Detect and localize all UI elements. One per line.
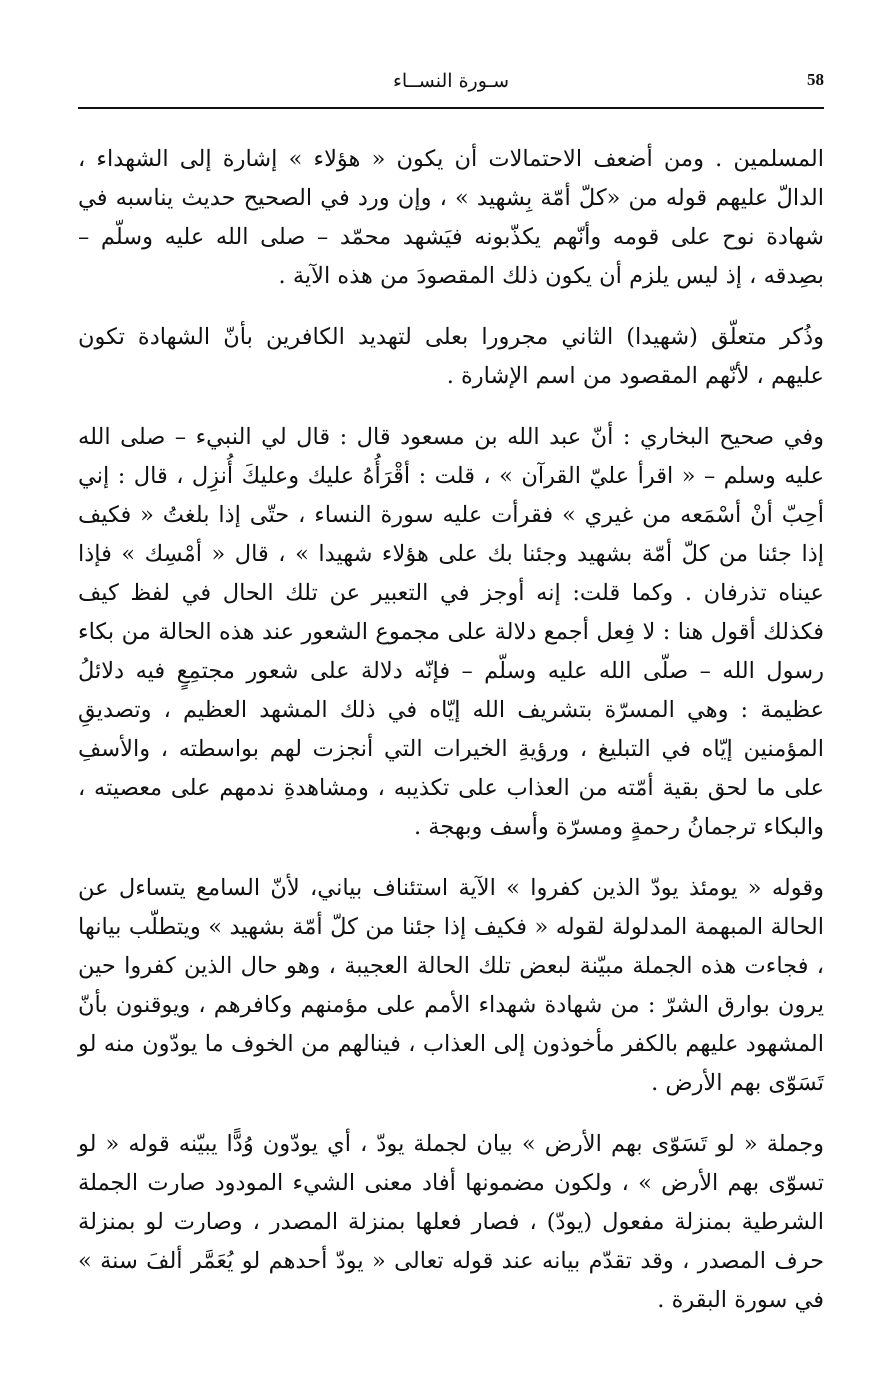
page-body bbox=[78, 140, 824, 1342]
paragraph-5: وجملة « لو تَسَوّى بهم الأرض » بيان لجملة يودّ ، أي يودّون وُدًّا يبيّنه قوله « لو تسوّى بهم الأرض » ، ولكون مضمونها أفاد معنى الشيء المودود صارت الجملة الشرطية بمنزلة مفعول (يودّ) ، فصار فعلها بمنزلة المصدر ، وصارت لو بمنزلة حرف المصدر ، وقد تقدّم بيانه عند قوله تعالى « يودّ أحدهم لو يُعَمَّر ألفَ سنة » في سورة البقرة . bbox=[78, 1131, 824, 1313]
running-title: سـورة النســاء bbox=[392, 70, 510, 92]
page-number: 58 bbox=[807, 70, 824, 89]
header-divider bbox=[78, 107, 824, 109]
paragraph-2: وذُكر متعلّق (شهيدا) الثاني مجرورا بعلى لتهديد الكافرين بأنّ الشهادة تكون عليهم ، لأنّهم المقصود من اسم الإشارة . bbox=[78, 324, 824, 389]
paragraph-1: المسلمين . ومن أضعف الاحتمالات أن يكون « هؤلاء » إشارة إلى الشهداء ، الدالّ عليهم قوله من «كلّ أمّة بِشهيد » ، وإن ورد في الصحيح حديث يناسبه في شهادة نوح على قومه وأنّهم يكذّبونه فيَشهد محمّد – صلى الله عليه وسلّم – بصِدقه ، إذ ليس يلزم أن يكون ذلك المقصودَ من هذه الآية . bbox=[78, 146, 824, 289]
page-header bbox=[78, 66, 824, 102]
paragraph-3: وفي صحيح البخاري : أنّ عبد الله بن مسعود قال : قال لي النبيء – صلى الله عليه وسلم – « اقرأ عليّ القرآن » ، قلت : أقْرَأُهُ عليك وعليكَ أُنزِل ، قال : إني أحِبّ أنْ أسْمَعه من غيري » فقرأت عليه سورة النساء ، حتّى إذا بلغتُ « فكيف إذا جئنا من كلّ أمّة بشهيد وجئنا بك على هؤلاء شهيدا » ، قال « أمْسِك » فإذا عيناه تذرفان . وكما قلت: إنه أوجز في التعبير عن تلك الحال في لفظ كيف فكذلك أقول هنا : لا فِعل أجمع دلالة على مجموع الشعور عند هذه الحالة من بكاء رسول الله – صلّى الله عليه وسلّم – فإنّه دلالة على شعور مجتمِعٍ فيه دلائلُ عظيمة : وهي المسرّة بتشريف الله إيّاه في ذلك المشهد العظيم ، وتصديقِ المؤمنين إيّاه في التبليغ ، ورؤيةِ الخيرات التي أنجزت لهم بواسطته ، والأسفِ على ما لحق بقية أمّته من العذاب على تكذيبه ، ومشاهدةِ ندمهم على معصيته ، والبكاء ترجمانُ رحمةٍ ومسرّة وأسف وبهجة . bbox=[78, 424, 824, 840]
paragraph-4: وقوله « يومئذ يودّ الذين كفروا » الآية استئناف بياني، لأنّ السامع يتساءل عن الحالة المبهمة المدلولة لقوله « فكيف إذا جئنا من كلّ أمّة بشهيد » ويتطلّب بيانها ، فجاءت هذه الجملة مبيّنة لبعض تلك الحالة العجيبة ، وهو حال الذين كفروا حين يرون بوارق الشرّ : من شهادة شهداء الأمم على مؤمنهم وكافرهم ، ويوقنون بأنّ المشهود عليهم بالكفر مأخوذون إلى العذاب ، فينالهم من الخوف ما يودّون منه لو تَسَوّى بهم الأرض . bbox=[78, 875, 824, 1096]
